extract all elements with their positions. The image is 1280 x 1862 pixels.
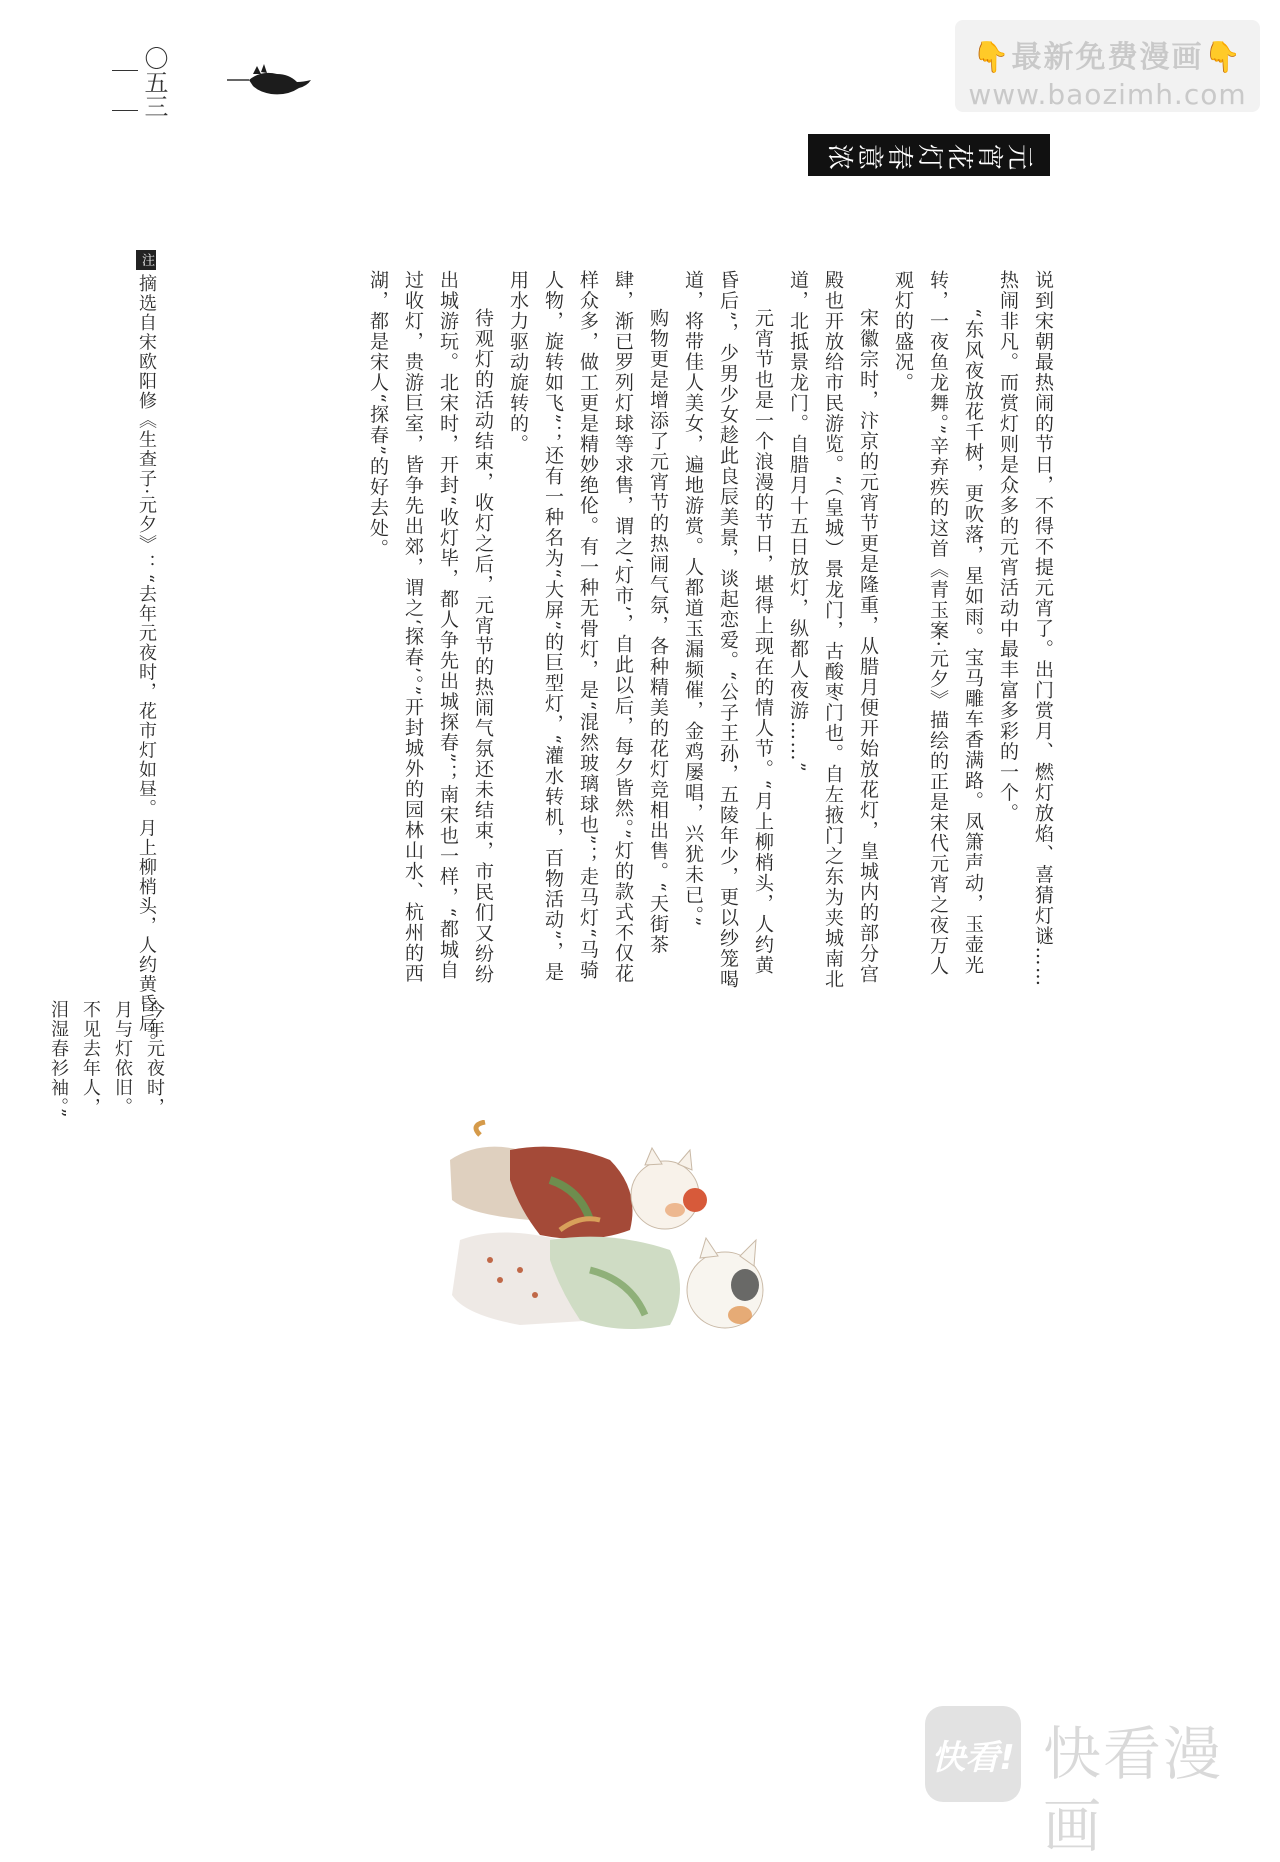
page-header	[112, 38, 312, 118]
watermark-top-text: 最新免费漫画	[1011, 40, 1204, 75]
pointing-hand-icon: 👇	[1203, 40, 1243, 75]
footnote-marker: 注	[136, 250, 156, 270]
footnote-text: 摘选自宋欧阳修《生查子·元夕》：“去年元夜时，花市灯如昼。月上柳梢头，人约黄昏后。	[136, 274, 157, 1053]
cats-illustration	[440, 1120, 830, 1380]
header-rule-top	[112, 70, 138, 71]
section-title-box	[808, 134, 1050, 176]
body-paragraph: 购物更是增添了元宵节的热闹气氛，各种精美的花灯竞相出售。“天街茶肆，渐已罗列灯球等求售，谓之‘灯市’，自此以后，每夕皆然。”灯的款式不仅花样众多，做工更是精妙绝伦。有一种无骨灯，是“混然玻璃球也”；走马灯“马骑人物，旋转如飞”；还有一种名为“大屏”的巨型灯，“灌水转机，百物活动”，是用水力驱动旋转的。	[507, 270, 669, 984]
body-paragraph: 宋徽宗时，汴京的元宵节更是隆重，从腊月便开始放花灯，皇城内的部分宫殿也开放给市民游览。“（皇城）景龙门，古酸枣门也。自左掖门之东为夹城南北道，北抵景龙门。自腊月十五日放灯，纵都人夜游……”	[787, 270, 879, 990]
body-paragraph: 待观灯的活动结束，收灯之后，元宵节的热闹气氛还未结束，市民们又纷纷出城游玩。北宋时，开封“收灯毕，都人争先出城探春”；南宋也一样，“都城自过收灯，贵游巨室，皆争先出郊，谓之‘探春’。”开封城外的园林山水、杭州的西湖，都是宋人“探春”的好去处。	[367, 270, 494, 985]
kuaikan-logo-icon: 快看!	[925, 1706, 1021, 1802]
watermark-brand: 快看漫画	[1043, 1720, 1224, 1860]
cat-silhouette-icon	[227, 52, 317, 112]
watermark-top	[955, 20, 1260, 112]
watermark-top-url: www.baozimh.com	[968, 78, 1247, 111]
body-paragraph: 元宵节也是一个浪漫的节日，堪得上现在的情人节。“月上柳梢头，人约黄昏后”，少男少女趁此良辰美景，谈起恋爱。“公子王孙，五陵年少，更以纱笼喝道，将带佳人美女，遍地游赏。人都道玉漏频催，金鸡屡唱，兴犹未已。”	[682, 270, 774, 990]
pointing-hand-icon: 👇	[972, 40, 1012, 75]
header-rule-bottom	[112, 110, 138, 111]
section-title: 元宵花灯春意浓	[824, 139, 1034, 170]
watermark-top-line1	[955, 32, 1260, 76]
footnote	[92, 250, 162, 1070]
body-paragraph: 说到宋朝最热闹的节日，不得不提元宵了。出门赏月、燃灯放焰、喜猜灯谜……热闹非凡。而赏灯则是众多的元宵活动中最丰富多彩的一个。	[997, 270, 1054, 988]
watermark-bottom	[925, 1706, 1265, 1860]
page-number: 〇五三	[140, 46, 168, 118]
body-text	[367, 270, 1060, 990]
body-paragraph: “东风夜放花千树，更吹落，星如雨。宝马雕车香满路。凤箫声动，玉壶光转，一夜鱼龙舞。”辛弃疾的这首《青玉案·元夕》描绘的正是宋代元宵之夜万人观灯的盛况。	[892, 270, 984, 977]
footnote-continuation: 今年元夜时，月与灯依旧。不见去年人，泪湿春衫袖。”	[48, 1000, 165, 1119]
